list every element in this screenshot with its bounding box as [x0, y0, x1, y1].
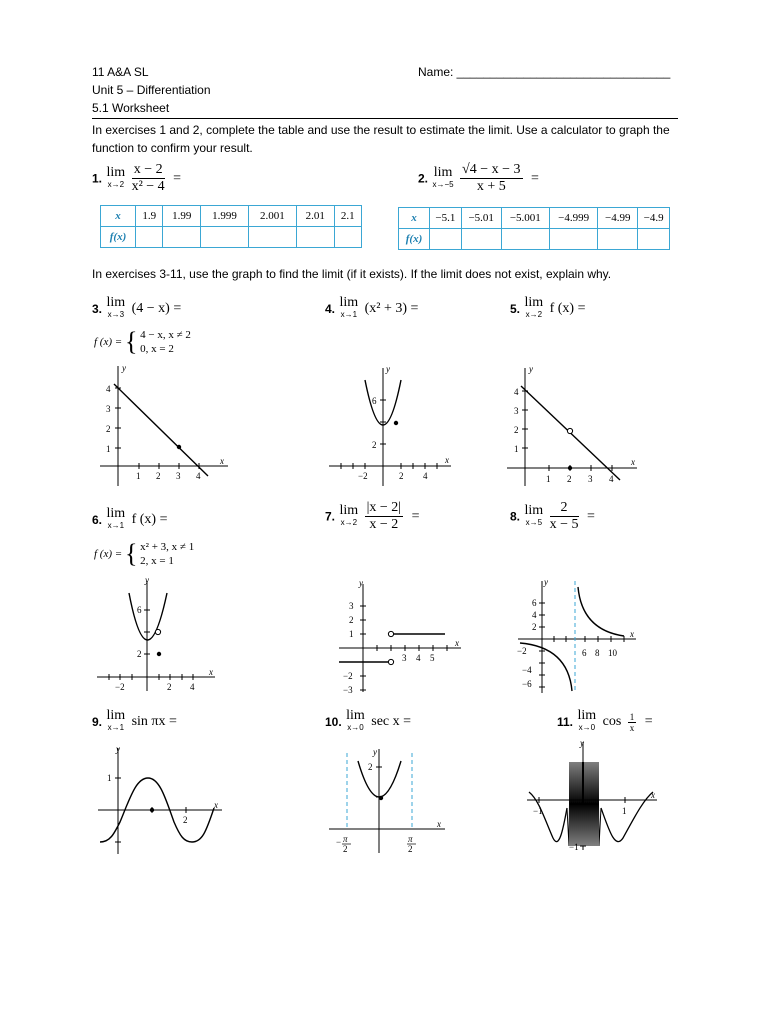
tick-label: −4 — [522, 665, 532, 675]
lim-word: lim — [524, 502, 544, 518]
equals: = — [586, 508, 595, 524]
tick-label: 2 — [183, 815, 188, 825]
table-cell: −5.01 — [461, 208, 501, 229]
table-x-header: x — [101, 206, 136, 227]
worksheet-title: 5.1 Worksheet — [92, 101, 170, 115]
tick-label: 4 — [532, 610, 537, 620]
answer-cell[interactable] — [549, 229, 597, 250]
right-branch — [578, 587, 624, 636]
tick-label: π — [343, 834, 348, 844]
answer-cell[interactable] — [501, 229, 549, 250]
tick-label: 3 — [402, 653, 407, 663]
equals: = — [173, 170, 182, 186]
tick-label: 6 — [582, 648, 587, 658]
expression: sin πx = — [131, 714, 177, 729]
right-curve — [601, 792, 653, 842]
answer-cell[interactable] — [248, 227, 296, 248]
filled-point — [394, 421, 398, 425]
tick-label: 2 — [532, 622, 537, 632]
lim-word: lim — [433, 164, 453, 180]
x-axis-label: x — [631, 457, 635, 467]
open-point — [155, 629, 160, 634]
problem-number: 2. — [418, 171, 429, 186]
lim-sub: x→5 — [525, 517, 543, 527]
problem-5 — [510, 297, 585, 321]
table-cell: −4.9 — [638, 208, 670, 229]
piece-case: 2, x = 1 — [140, 555, 174, 567]
piece-label: f (x) = — [94, 548, 123, 560]
tick-label: 6 — [137, 605, 142, 615]
table-cell: 2.1 — [334, 206, 361, 227]
graph-10 — [325, 745, 450, 857]
table-cell: −4.999 — [549, 208, 597, 229]
lim-word: lim — [106, 164, 126, 180]
lim-sub: x→2 — [340, 517, 358, 527]
problem-10 — [325, 710, 411, 734]
tick-label: 2 — [399, 471, 404, 481]
name-field[interactable]: Name: ________________________________ — [418, 65, 671, 79]
equals: = — [644, 714, 653, 729]
lim-word: lim — [346, 708, 365, 723]
problem-7 — [325, 500, 419, 533]
problem-number: 3. — [92, 302, 103, 317]
piecewise-6: f (x) = { x² + 3, x ≠ 1 2, x = 1 — [94, 539, 195, 568]
tick-label: 5 — [430, 653, 435, 663]
y-axis-label: y — [359, 578, 363, 588]
piece-case: x² + 3, x ≠ 1 — [140, 541, 195, 553]
problem-9 — [92, 710, 177, 734]
expression: (x² + 3) = — [364, 301, 419, 316]
tick-label: −2 — [358, 471, 368, 481]
tick-label: 1 — [514, 444, 519, 454]
table-cell: 2.001 — [248, 206, 296, 227]
y-axis-label: y — [529, 364, 533, 374]
tick-label: 4 — [416, 653, 421, 663]
y-axis-label: y — [580, 738, 584, 748]
tick-label: 2 — [368, 762, 373, 772]
graph-7 — [335, 578, 465, 696]
y-axis-label: y — [544, 577, 548, 587]
x-axis-label: x — [220, 456, 224, 466]
table-cell: −4.99 — [598, 208, 638, 229]
tick-label: 2 — [514, 425, 519, 435]
tick-label: 10 — [608, 648, 617, 658]
answer-cell[interactable] — [638, 229, 670, 250]
open-point — [388, 659, 393, 664]
answer-cell[interactable] — [598, 229, 638, 250]
x-axis-label: x — [455, 638, 459, 648]
y-axis-label: y — [373, 747, 377, 757]
lim-sub: x→1 — [107, 521, 125, 530]
problem-number: 11. — [557, 715, 574, 730]
problem-11 — [557, 710, 653, 734]
filled-point — [150, 808, 154, 812]
numerator: x − 2 — [132, 162, 165, 179]
tick-label: −2 — [343, 671, 353, 681]
piecewise-3: f (x) = { 4 − x, x ≠ 2 0, x = 2 — [94, 327, 191, 356]
lim-sub: x→3 — [107, 310, 125, 319]
tick-label: 4 — [106, 384, 111, 394]
filled-point — [379, 796, 383, 800]
tick-label: 2 — [167, 682, 172, 692]
table-cell: −5.1 — [430, 208, 462, 229]
tick-label: 4 — [423, 471, 428, 481]
tick-label: −6 — [522, 679, 532, 689]
tick-label: 2 — [343, 844, 348, 854]
tick-label: 2 — [372, 440, 377, 450]
equals: = — [530, 170, 539, 186]
expression: f (x) = — [131, 512, 168, 527]
lim-word: lim — [106, 506, 126, 521]
table-cell: −5.001 — [501, 208, 549, 229]
table-x-header: x — [399, 208, 430, 229]
tick-label: −2 — [115, 682, 125, 692]
tick-label: 6 — [532, 598, 537, 608]
table-fx-header: f(x) — [101, 227, 136, 248]
tick-label: 1 — [107, 773, 112, 783]
tick-label: 2 — [349, 615, 354, 625]
header-rule — [92, 118, 678, 119]
tick-label: 4 — [196, 471, 201, 481]
expression: f (x) = — [549, 301, 586, 316]
piece-case: 4 − x, x ≠ 2 — [140, 329, 191, 341]
lim-sub: x→2 — [107, 179, 125, 189]
tick-label: 2 — [408, 844, 413, 854]
equals: = — [411, 508, 420, 524]
y-axis-label: y — [116, 744, 120, 754]
answer-cell[interactable] — [430, 229, 462, 250]
tick-label: 2 — [567, 474, 572, 484]
tick-label: 3 — [588, 474, 593, 484]
problem-number: 1. — [92, 171, 103, 186]
filled-point — [177, 445, 181, 449]
instructions-part1: In exercises 1 and 2, complete the table and use the result to estimate the limit. Use a calculator to graph the function to confirm your result. — [92, 123, 670, 155]
table-cell: 2.01 — [296, 206, 334, 227]
expression: (4 − x) = — [131, 301, 182, 316]
piece-case: 0, x = 2 — [140, 343, 174, 355]
oscillation — [567, 762, 601, 846]
denominator: x − 5 — [549, 517, 579, 532]
tick-label: 2 — [156, 471, 161, 481]
piece-label: f (x) = — [94, 336, 123, 348]
left-curve — [529, 792, 567, 842]
answer-cell[interactable] — [334, 227, 361, 248]
tick-label: −3 — [343, 685, 353, 695]
line-4-minus-x — [114, 384, 208, 476]
lim-sub: x→2 — [525, 310, 543, 319]
numerator: √4 − x − 3 — [462, 162, 521, 177]
table-1 — [100, 205, 362, 248]
graph-3 — [98, 362, 233, 490]
table-cell: 1.999 — [201, 206, 249, 227]
numerator: |x − 2| — [366, 500, 402, 515]
tick-label: 3 — [349, 601, 354, 611]
graph-5 — [505, 362, 640, 490]
tick-label: 4 — [190, 682, 195, 692]
x-axis-label: x — [651, 790, 655, 800]
table-2 — [398, 207, 670, 250]
lim-sub: x→0 — [578, 723, 596, 732]
table-cell: 1.99 — [163, 206, 201, 227]
problem-6 — [92, 508, 167, 532]
problem-4 — [325, 297, 418, 321]
lim-sub: x→−5 — [432, 179, 454, 189]
tick-label: 2 — [106, 424, 111, 434]
lim-word: lim — [577, 708, 597, 723]
tick-label: 3 — [106, 404, 111, 414]
tick-label: 6 — [372, 396, 377, 406]
tick-label: 1 — [106, 444, 111, 454]
answer-cell[interactable] — [296, 227, 334, 248]
answer-cell[interactable] — [201, 227, 249, 248]
x-axis-label: x — [209, 667, 213, 677]
tick-label: 3 — [514, 406, 519, 416]
x-axis-label: x — [214, 800, 218, 810]
tick-label: 4 — [609, 474, 614, 484]
tick-label: π — [408, 834, 413, 844]
filled-point — [568, 466, 572, 470]
course-label: 11 A&A SL — [92, 65, 149, 79]
tick-label: −1 — [569, 842, 579, 852]
tick-label: − — [336, 837, 342, 847]
numerator: 2 — [550, 500, 579, 517]
problem-1 — [92, 162, 181, 195]
tick-label: 4 — [514, 387, 519, 397]
lim-word: lim — [339, 502, 359, 518]
tick-marks — [115, 388, 199, 469]
problem-number: 7. — [325, 509, 336, 524]
answer-cell[interactable] — [163, 227, 201, 248]
denominator: x — [629, 722, 635, 733]
lim-word: lim — [106, 295, 126, 310]
problem-number: 9. — [92, 715, 103, 730]
problem-number: 6. — [92, 513, 103, 528]
problem-8 — [510, 500, 595, 533]
graph-6 — [95, 575, 220, 695]
y-axis-label: y — [122, 363, 126, 373]
filled-point — [157, 652, 161, 656]
tick-label: 1 — [349, 629, 354, 639]
problem-2 — [418, 162, 539, 195]
answer-cell[interactable] — [136, 227, 163, 248]
numerator: 1 — [629, 711, 635, 722]
tick-label: 2 — [137, 649, 142, 659]
lim-word: lim — [106, 708, 126, 723]
tick-label: 1 — [136, 471, 141, 481]
problem-number: 8. — [510, 509, 521, 524]
x-axis-label: x — [445, 455, 449, 465]
graph-11 — [525, 738, 660, 853]
lim-sub: x→1 — [340, 310, 358, 319]
open-point — [567, 428, 572, 433]
denominator: x − 2 — [369, 517, 399, 532]
unit-label: Unit 5 – Differentiation — [92, 83, 211, 97]
instructions-part2: In exercises 3-11, use the graph to find the limit (if it exists). If the limit does not exist, explain why. — [92, 267, 612, 281]
answer-cell[interactable] — [461, 229, 501, 250]
open-point — [388, 631, 393, 636]
tick-label: −1 — [533, 806, 543, 816]
problem-number: 10. — [325, 715, 342, 730]
y-axis-label: y — [386, 364, 390, 374]
tick-label: −2 — [517, 646, 527, 656]
tick-label: 3 — [176, 471, 181, 481]
problem-number: 4. — [325, 302, 336, 317]
graph-9 — [96, 742, 226, 858]
table-fx-header: f(x) — [399, 229, 430, 250]
lim-word: lim — [339, 295, 359, 310]
table-cell: 1.9 — [136, 206, 163, 227]
lim-sub: x→1 — [107, 723, 125, 732]
expression: sec x = — [371, 714, 412, 729]
tick-label: 1 — [622, 806, 627, 816]
problem-3 — [92, 297, 181, 321]
graph-4 — [325, 362, 455, 490]
parabola — [129, 593, 167, 640]
tick-label: 8 — [595, 648, 600, 658]
denominator: x + 5 — [476, 179, 506, 194]
tick-label: 1 — [546, 474, 551, 484]
problem-number: 5. — [510, 302, 521, 317]
x-axis-label: x — [437, 819, 441, 829]
lim-word: lim — [524, 295, 544, 310]
lim-sub: x→0 — [347, 723, 364, 732]
graph-8 — [512, 575, 642, 697]
expression: cos — [602, 714, 622, 729]
y-axis-label: y — [145, 575, 149, 585]
denominator: x² − 4 — [131, 179, 165, 194]
x-axis-label: x — [630, 629, 634, 639]
